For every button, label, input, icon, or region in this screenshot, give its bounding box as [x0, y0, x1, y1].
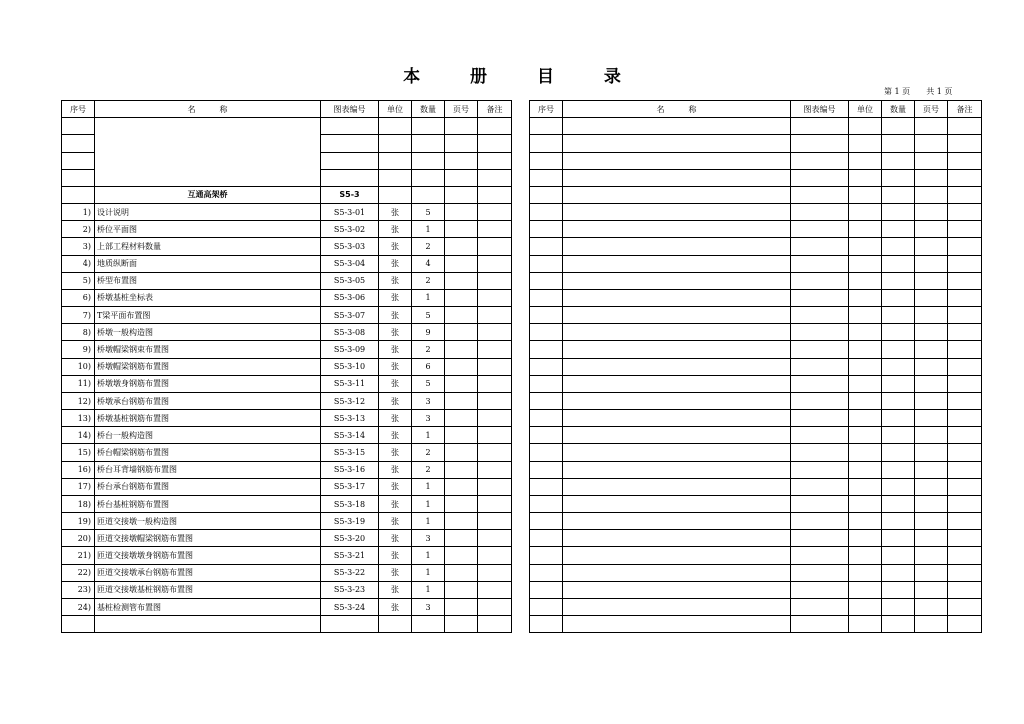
- table-row: [62, 307, 512, 324]
- table-row: [62, 289, 512, 306]
- table-row: [62, 461, 512, 478]
- row-remark: [478, 289, 512, 306]
- row-quantity: 1: [412, 513, 445, 530]
- table-row: [62, 204, 512, 221]
- row-quantity: 2: [412, 444, 445, 461]
- row-page: [445, 255, 478, 272]
- row-page: [445, 324, 478, 341]
- row-page: [445, 307, 478, 324]
- row-unit: 张: [379, 307, 412, 324]
- table-row: [530, 272, 982, 289]
- row-quantity: 1: [412, 564, 445, 581]
- row-index: 1): [62, 204, 95, 221]
- row-remark: [478, 324, 512, 341]
- table-row: [62, 598, 512, 615]
- row-index: 16): [62, 461, 95, 478]
- row-unit: 张: [379, 221, 412, 238]
- table-row: [62, 478, 512, 495]
- row-remark: [478, 547, 512, 564]
- table-row: [62, 495, 512, 512]
- row-unit: 张: [379, 444, 412, 461]
- row-unit: 张: [379, 204, 412, 221]
- total-pages: 共 1 页: [926, 87, 953, 96]
- row-unit: 张: [379, 289, 412, 306]
- row-index: 13): [62, 410, 95, 427]
- header-remark: 备注: [948, 101, 982, 118]
- table-row: [530, 598, 982, 615]
- row-drawing-no: S5-3-16: [321, 461, 379, 478]
- row-drawing-no: S5-3-22: [321, 564, 379, 581]
- row-drawing-no: S5-3-20: [321, 530, 379, 547]
- table-row: [530, 358, 982, 375]
- header-name: 名 称: [563, 101, 791, 118]
- table-row: [62, 255, 512, 272]
- table-row: [62, 392, 512, 409]
- row-name: 桥墩承台钢筋布置图: [95, 392, 321, 409]
- table-row: [62, 324, 512, 341]
- table-row: [530, 255, 982, 272]
- row-index: 11): [62, 375, 95, 392]
- row-page: [445, 530, 478, 547]
- row-name: 匝道交接墩帽梁钢筋布置图: [95, 530, 321, 547]
- row-drawing-no: S5-3-15: [321, 444, 379, 461]
- row-unit: 张: [379, 255, 412, 272]
- row-page: [445, 272, 478, 289]
- table-row: [530, 530, 982, 547]
- header-page: 页号: [445, 101, 478, 118]
- contents-table-right: [529, 100, 982, 633]
- row-drawing-no: S5-3-06: [321, 289, 379, 306]
- row-unit: 张: [379, 598, 412, 615]
- row-drawing-no: S5-3-04: [321, 255, 379, 272]
- table-row: [530, 478, 982, 495]
- table-row: [62, 427, 512, 444]
- row-page: [445, 221, 478, 238]
- table-row: [62, 410, 512, 427]
- table-row: [530, 410, 982, 427]
- row-page: [445, 204, 478, 221]
- row-drawing-no: S5-3-11: [321, 375, 379, 392]
- row-remark: [478, 530, 512, 547]
- row-drawing-no: S5-3-21: [321, 547, 379, 564]
- row-quantity: 9: [412, 324, 445, 341]
- row-drawing-no: S5-3-14: [321, 427, 379, 444]
- row-unit: 张: [379, 238, 412, 255]
- row-remark: [478, 427, 512, 444]
- row-page: [445, 427, 478, 444]
- page-title: 本 册 目 录: [403, 67, 643, 87]
- table-row: [530, 375, 982, 392]
- row-quantity: 1: [412, 547, 445, 564]
- header-unit: 单位: [379, 101, 412, 118]
- row-name: T梁平面布置图: [95, 307, 321, 324]
- row-remark: [478, 375, 512, 392]
- row-page: [445, 375, 478, 392]
- table-row: [530, 547, 982, 564]
- row-drawing-no: S5-3-02: [321, 221, 379, 238]
- row-quantity: 5: [412, 307, 445, 324]
- table-row: [62, 547, 512, 564]
- row-quantity: 1: [412, 289, 445, 306]
- row-name: 匝道交接墩基桩钢筋布置图: [95, 581, 321, 598]
- row-page: [445, 358, 478, 375]
- row-remark: [478, 410, 512, 427]
- table-row: [530, 238, 982, 255]
- row-unit: 张: [379, 495, 412, 512]
- row-name: 桥型布置图: [95, 272, 321, 289]
- row-index: 18): [62, 495, 95, 512]
- row-name: 桥台基桩钢筋布置图: [95, 495, 321, 512]
- table-row: [530, 118, 982, 135]
- table-row: [62, 513, 512, 530]
- row-page: [445, 444, 478, 461]
- row-drawing-no: S5-3-01: [321, 204, 379, 221]
- row-unit: 张: [379, 530, 412, 547]
- row-unit: 张: [379, 272, 412, 289]
- row-unit: 张: [379, 461, 412, 478]
- row-index: 3): [62, 238, 95, 255]
- row-remark: [478, 513, 512, 530]
- header-index: 序号: [62, 101, 95, 118]
- row-drawing-no: S5-3-13: [321, 410, 379, 427]
- row-page: [445, 289, 478, 306]
- row-drawing-no: S5-3-12: [321, 392, 379, 409]
- table-row: [530, 324, 982, 341]
- header-unit: 单位: [849, 101, 882, 118]
- header-index: 序号: [530, 101, 563, 118]
- row-drawing-no: S5-3-19: [321, 513, 379, 530]
- row-remark: [478, 238, 512, 255]
- row-drawing-no: S5-3-07: [321, 307, 379, 324]
- row-remark: [478, 307, 512, 324]
- table-row: [62, 341, 512, 358]
- contents-table-left: [61, 100, 512, 633]
- row-name: 桥台耳背墙钢筋布置图: [95, 461, 321, 478]
- table-header-row: [530, 101, 982, 118]
- header-remark: 备注: [478, 101, 512, 118]
- row-index: 4): [62, 255, 95, 272]
- table-row: [62, 358, 512, 375]
- row-name: 基桩检测管布置图: [95, 598, 321, 615]
- table-row: [62, 238, 512, 255]
- row-remark: [478, 478, 512, 495]
- table-row: [62, 564, 512, 581]
- table-row: [530, 392, 982, 409]
- row-name: 桥台承台钢筋布置图: [95, 478, 321, 495]
- row-name: 桥墩帽梁钢束布置图: [95, 341, 321, 358]
- row-remark: [478, 204, 512, 221]
- row-index: 19): [62, 513, 95, 530]
- row-unit: 张: [379, 358, 412, 375]
- row-remark: [478, 221, 512, 238]
- row-quantity: 5: [412, 204, 445, 221]
- header-drawing-no: 图表编号: [791, 101, 849, 118]
- row-index: 9): [62, 341, 95, 358]
- row-quantity: 2: [412, 341, 445, 358]
- row-name: 匝道交接墩一般构造图: [95, 513, 321, 530]
- row-drawing-no: S5-3-18: [321, 495, 379, 512]
- row-name: 匝道交接墩墩身钢筋布置图: [95, 547, 321, 564]
- table-row: [530, 289, 982, 306]
- row-index: 24): [62, 598, 95, 615]
- row-index: 20): [62, 530, 95, 547]
- header-quantity: 数量: [412, 101, 445, 118]
- table-row: [530, 495, 982, 512]
- table-row: [530, 221, 982, 238]
- row-page: [445, 392, 478, 409]
- row-drawing-no: S5-3-23: [321, 581, 379, 598]
- row-page: [445, 547, 478, 564]
- table-row: [62, 118, 512, 135]
- row-remark: [478, 272, 512, 289]
- table-row: [62, 169, 512, 186]
- table-row: [530, 152, 982, 169]
- table-row: [530, 169, 982, 186]
- table-row: [62, 221, 512, 238]
- current-page: 第 1 页: [884, 87, 911, 96]
- table-row: [62, 272, 512, 289]
- row-page: [445, 410, 478, 427]
- page-info: [884, 86, 952, 97]
- row-page: [445, 341, 478, 358]
- row-quantity: 1: [412, 427, 445, 444]
- row-quantity: 3: [412, 392, 445, 409]
- row-index: 8): [62, 324, 95, 341]
- table-row: [530, 581, 982, 598]
- row-index: 14): [62, 427, 95, 444]
- row-unit: 张: [379, 427, 412, 444]
- row-name: 桥墩帽梁钢筋布置图: [95, 358, 321, 375]
- row-page: [445, 495, 478, 512]
- row-index: 17): [62, 478, 95, 495]
- row-unit: 张: [379, 564, 412, 581]
- row-remark: [478, 581, 512, 598]
- row-index: 22): [62, 564, 95, 581]
- row-page: [445, 581, 478, 598]
- header-drawing-no: 图表编号: [321, 101, 379, 118]
- header-page: 页号: [915, 101, 948, 118]
- row-quantity: 2: [412, 461, 445, 478]
- table-row: [530, 444, 982, 461]
- row-index: 5): [62, 272, 95, 289]
- row-index: 2): [62, 221, 95, 238]
- row-index: 7): [62, 307, 95, 324]
- table-row: [530, 461, 982, 478]
- row-quantity: 3: [412, 598, 445, 615]
- row-unit: 张: [379, 581, 412, 598]
- row-index: 15): [62, 444, 95, 461]
- row-drawing-no: S5-3-03: [321, 238, 379, 255]
- table-row: [62, 375, 512, 392]
- row-remark: [478, 392, 512, 409]
- row-quantity: 1: [412, 495, 445, 512]
- row-quantity: 6: [412, 358, 445, 375]
- table-row: [530, 186, 982, 203]
- row-name: 地质纵断面: [95, 255, 321, 272]
- table-row: [62, 152, 512, 169]
- row-index: 21): [62, 547, 95, 564]
- row-unit: 张: [379, 513, 412, 530]
- section-name: 互通高架桥: [95, 186, 321, 203]
- table-row: [62, 444, 512, 461]
- row-name: 设计说明: [95, 204, 321, 221]
- section-code: S5-3: [321, 186, 379, 203]
- table-row: [530, 564, 982, 581]
- table-row: [530, 616, 982, 633]
- section-row: [62, 186, 512, 203]
- table-row: [62, 616, 512, 633]
- row-drawing-no: S5-3-24: [321, 598, 379, 615]
- row-remark: [478, 255, 512, 272]
- table-row: [530, 204, 982, 221]
- row-quantity: 1: [412, 478, 445, 495]
- row-remark: [478, 444, 512, 461]
- table-row: [62, 581, 512, 598]
- row-remark: [478, 461, 512, 478]
- row-name: 桥墩基桩钢筋布置图: [95, 410, 321, 427]
- row-drawing-no: S5-3-17: [321, 478, 379, 495]
- table-row: [530, 341, 982, 358]
- table-row: [530, 307, 982, 324]
- row-unit: 张: [379, 324, 412, 341]
- row-quantity: 3: [412, 410, 445, 427]
- row-name: 桥位平面图: [95, 221, 321, 238]
- row-index: 12): [62, 392, 95, 409]
- row-remark: [478, 564, 512, 581]
- row-page: [445, 513, 478, 530]
- row-page: [445, 564, 478, 581]
- row-drawing-no: S5-3-10: [321, 358, 379, 375]
- row-quantity: 2: [412, 272, 445, 289]
- row-quantity: 2: [412, 238, 445, 255]
- row-quantity: 4: [412, 255, 445, 272]
- table-row: [62, 135, 512, 152]
- row-remark: [478, 598, 512, 615]
- row-index: 6): [62, 289, 95, 306]
- row-name: 桥台一般构造图: [95, 427, 321, 444]
- row-name: 匝道交接墩承台钢筋布置图: [95, 564, 321, 581]
- row-remark: [478, 358, 512, 375]
- row-page: [445, 478, 478, 495]
- row-unit: 张: [379, 375, 412, 392]
- header-quantity: 数量: [882, 101, 915, 118]
- row-unit: 张: [379, 392, 412, 409]
- row-unit: 张: [379, 410, 412, 427]
- table-header-row: [62, 101, 512, 118]
- table-row: [530, 427, 982, 444]
- row-unit: 张: [379, 478, 412, 495]
- row-index: 23): [62, 581, 95, 598]
- row-remark: [478, 495, 512, 512]
- row-quantity: 1: [412, 581, 445, 598]
- row-unit: 张: [379, 341, 412, 358]
- row-page: [445, 461, 478, 478]
- row-quantity: 3: [412, 530, 445, 547]
- row-name: 桥台帽梁钢筋布置图: [95, 444, 321, 461]
- row-name: 桥墩一般构造图: [95, 324, 321, 341]
- table-row: [530, 513, 982, 530]
- row-name: 上部工程材料数量: [95, 238, 321, 255]
- row-name: 桥墩墩身钢筋布置图: [95, 375, 321, 392]
- row-page: [445, 238, 478, 255]
- row-drawing-no: S5-3-09: [321, 341, 379, 358]
- row-remark: [478, 341, 512, 358]
- row-drawing-no: S5-3-08: [321, 324, 379, 341]
- row-quantity: 1: [412, 221, 445, 238]
- row-unit: 张: [379, 547, 412, 564]
- row-page: [445, 598, 478, 615]
- row-index: 10): [62, 358, 95, 375]
- row-name: 桥墩基桩坐标表: [95, 289, 321, 306]
- table-row: [62, 530, 512, 547]
- row-drawing-no: S5-3-05: [321, 272, 379, 289]
- row-quantity: 5: [412, 375, 445, 392]
- header-name: 名 称: [95, 101, 321, 118]
- table-row: [530, 135, 982, 152]
